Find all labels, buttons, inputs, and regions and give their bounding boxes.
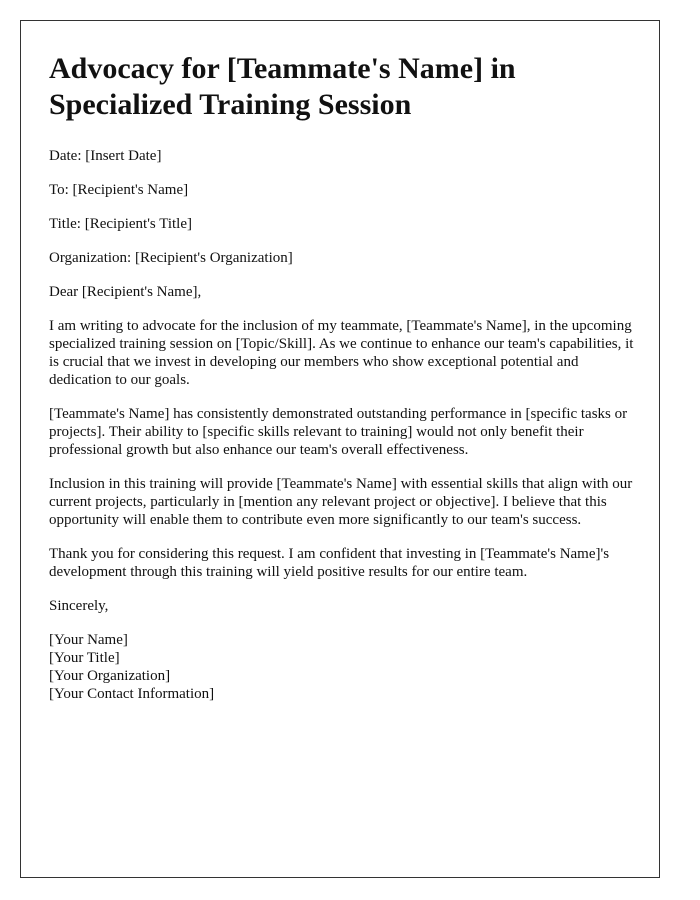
date-line: Date: [Insert Date] xyxy=(49,148,162,164)
signature-title: [Your Title] xyxy=(49,650,120,666)
signature-name: [Your Name] xyxy=(49,632,128,648)
body-paragraph-1: I am writing to advocate for the inclusion of my teammate, [Teammate's Name], in the upcoming specialized training session on [Topic/Skill]. As we continue to enhance our team's capabilities, it is crucial that we invest in developing our members who show exceptional potential and dedication to our goals. xyxy=(49,318,634,388)
recipient-organization-line: Organization: [Recipient's Organization] xyxy=(49,250,293,266)
recipient-name-line: To: [Recipient's Name] xyxy=(49,182,189,198)
signature-organization: [Your Organization] xyxy=(49,668,171,684)
body-paragraph-3: Inclusion in this training will provide [Teammate's Name] with essential skills that align with our current projects, particularly in [mention any relevant project or objective]. I believe that this opportunity will enable them to contribute even more significantly to our team's success. xyxy=(49,476,633,528)
signature-block xyxy=(49,631,635,703)
body-paragraph-2: [Teammate's Name] has consistently demonstrated outstanding performance in [specific tasks or projects]. Their ability to [specific skills relevant to training] would not only benefit their professional growth but also enhance our team's overall effectiveness. xyxy=(49,406,628,458)
recipient-title-line: Title: [Recipient's Title] xyxy=(49,216,192,232)
closing: Sincerely, xyxy=(49,598,109,614)
body-paragraph-4: Thank you for considering this request. I am confident that investing in [Teammate's Name]'s development through this training will yield positive results for our entire team. xyxy=(49,546,610,580)
letter-title: Advocacy for [Teammate's Name] in Specialized Training Session xyxy=(49,52,516,121)
letter-content xyxy=(49,51,635,703)
signature-contact: [Your Contact Information] xyxy=(49,686,215,702)
letter-page xyxy=(20,20,660,878)
salutation: Dear [Recipient's Name], xyxy=(49,284,202,300)
